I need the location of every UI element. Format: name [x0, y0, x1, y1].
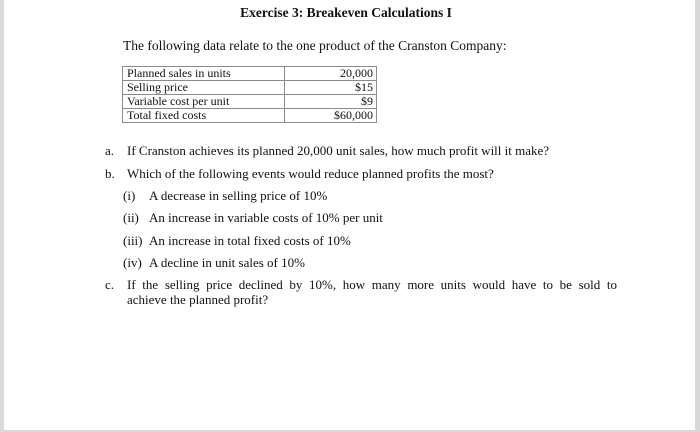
table-row	[123, 109, 377, 123]
option-number: (iv)	[123, 255, 142, 270]
row-label: Total fixed costs	[123, 109, 285, 123]
option-i	[123, 188, 327, 204]
row-label: Variable cost per unit	[123, 95, 285, 109]
option-number: (iii)	[123, 233, 143, 248]
option-text: A decrease in selling price of 10%	[149, 188, 328, 203]
option-iii	[123, 233, 351, 249]
question-text: If Cranston achieves its planned 20,000 unit sales, how much profit will it make?	[127, 143, 550, 158]
question-text-line1: If the selling price declined by 10%, how many more units would have to be sold to	[127, 277, 617, 292]
option-number: (i)	[123, 188, 136, 203]
question-marker: a.	[105, 143, 115, 158]
exercise-title: Exercise 3: Breakeven Calculations I	[240, 5, 452, 20]
row-value: 20,000	[285, 67, 377, 81]
option-text: An increase in variable costs of 10% per unit	[149, 210, 383, 225]
row-label: Planned sales in units	[123, 67, 285, 81]
question-marker: c.	[105, 277, 115, 292]
option-text: A decline in unit sales of 10%	[149, 255, 305, 270]
row-value: $60,000	[285, 109, 377, 123]
row-label: Selling price	[123, 81, 285, 95]
question-text-line2: achieve the planned profit?	[127, 292, 269, 307]
row-value: $15	[285, 81, 377, 95]
intro-text: The following data relate to the one product of the Cranston Company:	[123, 38, 507, 53]
table-row	[123, 81, 377, 95]
cost-data-table	[122, 66, 377, 123]
option-number: (ii)	[123, 210, 139, 225]
option-text: An increase in total fixed costs of 10%	[149, 233, 351, 248]
option-iv	[123, 255, 305, 271]
row-value: $9	[285, 95, 377, 109]
question-text: Which of the following events would reduce planned profits the most?	[127, 166, 494, 181]
table-row	[123, 67, 377, 81]
option-ii	[123, 210, 383, 226]
question-marker: b.	[105, 166, 115, 181]
table-row	[123, 95, 377, 109]
